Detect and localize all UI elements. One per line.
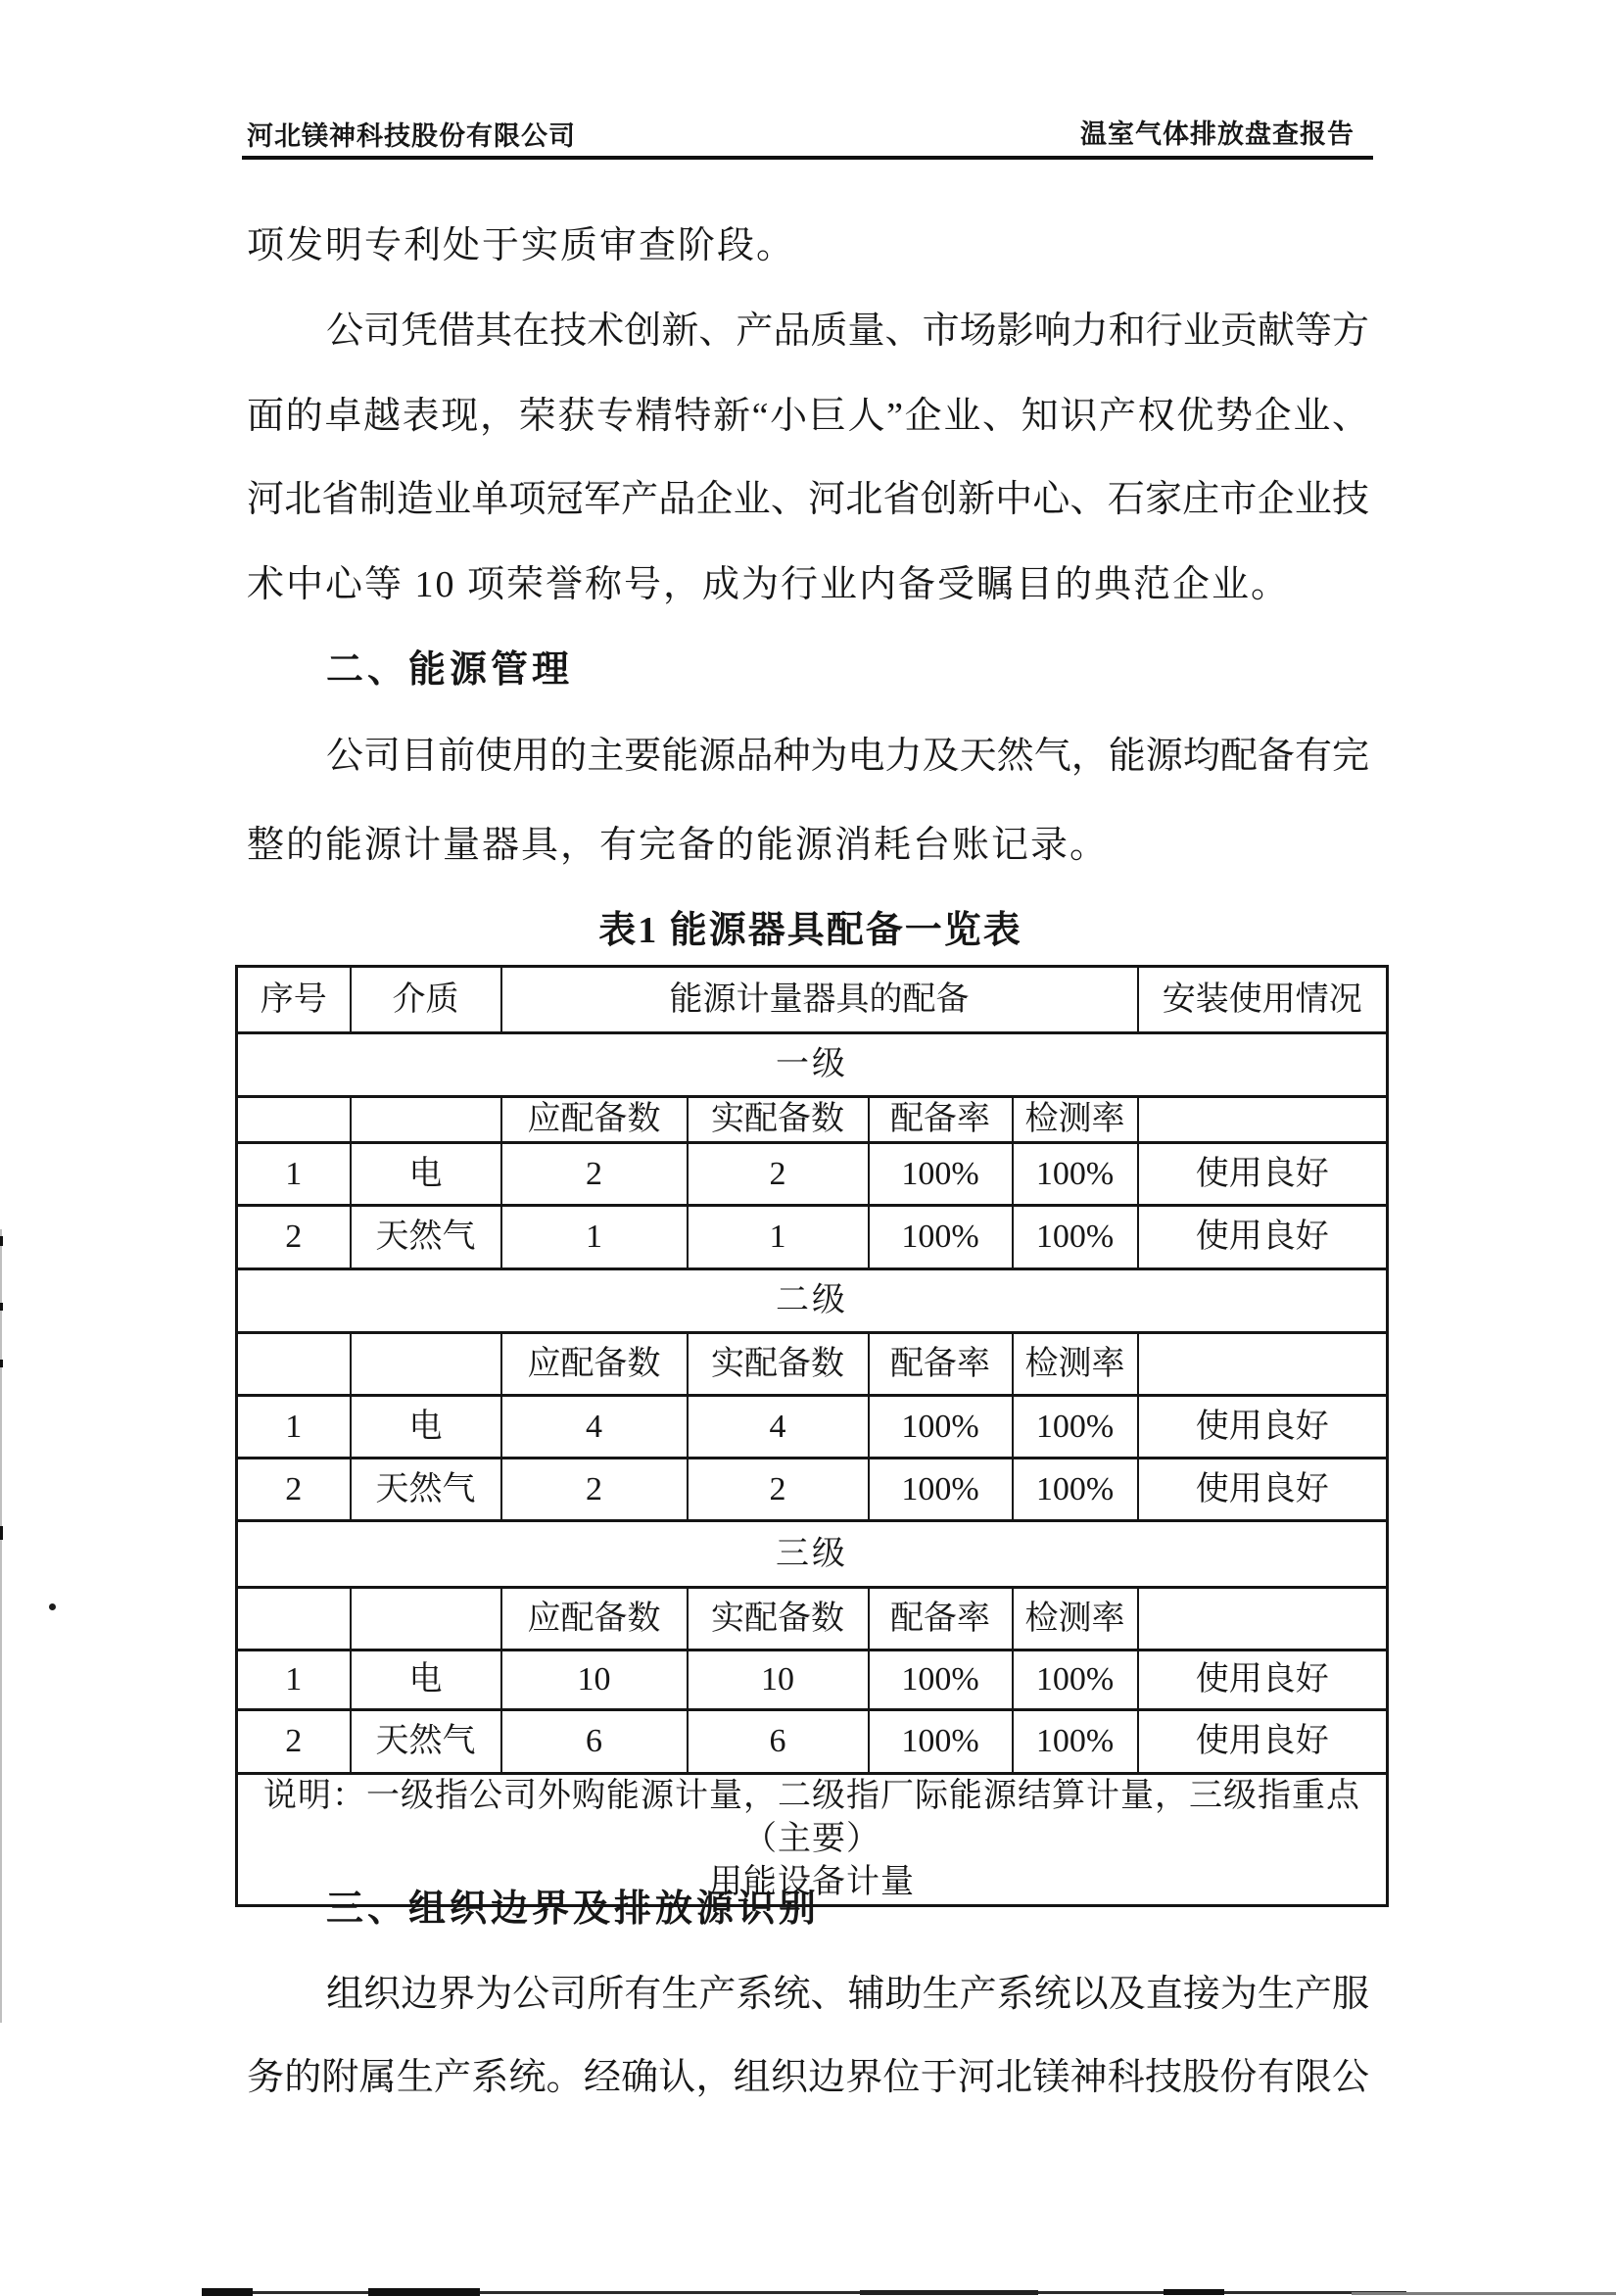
table-row — [237, 1206, 1388, 1269]
cell-rate: 100% — [869, 1206, 1013, 1269]
page-bottom-scan-mark — [1164, 2289, 1224, 2295]
cell-rate: 100% — [869, 1396, 1013, 1459]
cell-detect: 100% — [1013, 1650, 1138, 1710]
body-line: 公司目前使用的主要能源品种为电力及天然气，能源均配备有完 — [326, 736, 1369, 777]
empty-cell — [237, 1097, 351, 1143]
cell-seq: 1 — [237, 1650, 351, 1710]
subcol-detect: 检测率 — [1013, 1588, 1138, 1650]
cell-rate: 100% — [869, 1710, 1013, 1774]
header-rule — [242, 156, 1373, 160]
section-heading-org-boundary: 三、组织边界及排放源识别 — [326, 1889, 821, 1930]
table-row — [237, 1650, 1388, 1710]
scan-artifact-left-edge — [0, 1229, 2, 2023]
table-row — [237, 1333, 1388, 1396]
col-header-medium: 介质 — [351, 967, 501, 1033]
subcol-actual: 实配备数 — [688, 1097, 869, 1143]
header-company-name: 河北镁神科技股份有限公司 — [247, 121, 576, 151]
cell-seq: 2 — [237, 1206, 351, 1269]
subcol-rate: 配备率 — [869, 1097, 1013, 1143]
cell-detect: 100% — [1013, 1459, 1138, 1521]
empty-cell — [1138, 1097, 1388, 1143]
table-row — [237, 1521, 1388, 1588]
cell-rate: 100% — [869, 1143, 1013, 1206]
page-bottom-scan-mark — [1352, 2292, 1616, 2295]
empty-cell — [351, 1588, 501, 1650]
table-row — [237, 1396, 1388, 1459]
cell-medium: 电 — [351, 1650, 501, 1710]
subcol-detect: 检测率 — [1013, 1333, 1138, 1396]
cell-seq: 1 — [237, 1396, 351, 1459]
body-line: 务的附属生产系统。经确认，组织边界位于河北镁神科技股份有限公 — [247, 2057, 1369, 2098]
table-note-line1: 说明：一级指公司外购能源计量，二级指厂际能源结算计量，三级指重点（主要） — [263, 1778, 1360, 1857]
empty-cell — [351, 1097, 501, 1143]
table-row — [237, 1097, 1388, 1143]
page-bottom-scan-mark — [860, 2290, 1038, 2295]
page-bottom-scan-mark — [368, 2288, 480, 2296]
subcol-actual: 实配备数 — [688, 1588, 869, 1650]
empty-cell — [1138, 1333, 1388, 1396]
cell-medium: 电 — [351, 1143, 501, 1206]
cell-status: 使用良好 — [1138, 1396, 1388, 1459]
cell-required: 6 — [501, 1710, 688, 1774]
body-line: 面的卓越表现，荣获专精特新“小巨人”企业、知识产权优势企业、 — [247, 396, 1369, 437]
scan-artifact-left-tick — [0, 1236, 3, 1246]
page-bottom-scan-mark — [202, 2288, 253, 2296]
cell-status: 使用良好 — [1138, 1459, 1388, 1521]
cell-medium: 天然气 — [351, 1459, 501, 1521]
cell-seq: 2 — [237, 1459, 351, 1521]
col-header-metering-group: 能源计量器具的配备 — [501, 967, 1138, 1033]
cell-medium: 天然气 — [351, 1206, 501, 1269]
subcol-required: 应配备数 — [501, 1333, 688, 1396]
cell-required: 1 — [501, 1206, 688, 1269]
cell-required: 2 — [501, 1459, 688, 1521]
table-row — [237, 1588, 1388, 1650]
table-caption: 表1 能源器具配备一览表 — [598, 910, 1022, 951]
section-label-level1: 一级 — [237, 1033, 1388, 1097]
subcol-detect: 检测率 — [1013, 1097, 1138, 1143]
table-row — [237, 1774, 1388, 1906]
cell-medium: 天然气 — [351, 1710, 501, 1774]
col-header-seq: 序号 — [237, 967, 351, 1033]
cell-actual: 10 — [688, 1650, 869, 1710]
cell-detect: 100% — [1013, 1396, 1138, 1459]
subcol-rate: 配备率 — [869, 1588, 1013, 1650]
table-note-cell — [237, 1774, 1388, 1906]
cell-detect: 100% — [1013, 1143, 1138, 1206]
cell-status: 使用良好 — [1138, 1710, 1388, 1774]
table-row — [237, 1033, 1388, 1097]
col-header-install-status: 安装使用情况 — [1138, 967, 1388, 1033]
table-note-line2: 用能设备计量 — [709, 1864, 915, 1900]
cell-detect: 100% — [1013, 1206, 1138, 1269]
scan-artifact-left-tick — [0, 1526, 3, 1540]
empty-cell — [237, 1588, 351, 1650]
table-row — [237, 1710, 1388, 1774]
cell-detect: 100% — [1013, 1710, 1138, 1774]
cell-seq: 1 — [237, 1143, 351, 1206]
section-label-level2: 二级 — [237, 1269, 1388, 1333]
cell-actual: 4 — [688, 1396, 869, 1459]
table-row — [237, 967, 1388, 1033]
energy-equipment-table — [235, 965, 1389, 1907]
scan-artifact-left-tick — [0, 1360, 3, 1367]
body-line: 河北省制造业单项冠军产品企业、河北省创新中心、石家庄市企业技 — [247, 479, 1369, 520]
subcol-rate: 配备率 — [869, 1333, 1013, 1396]
empty-cell — [351, 1333, 501, 1396]
section-heading-energy-management: 二、能源管理 — [326, 649, 574, 691]
cell-required: 2 — [501, 1143, 688, 1206]
cell-medium: 电 — [351, 1396, 501, 1459]
cell-seq: 2 — [237, 1710, 351, 1774]
cell-rate: 100% — [869, 1459, 1013, 1521]
table-row — [237, 1143, 1388, 1206]
empty-cell — [237, 1333, 351, 1396]
cell-actual: 2 — [688, 1143, 869, 1206]
header-report-title: 温室气体排放盘查报告 — [1080, 120, 1355, 149]
subcol-actual: 实配备数 — [688, 1333, 869, 1396]
scan-artifact-left-tick — [0, 1303, 3, 1311]
body-line: 项发明专利处于实质审查阶段。 — [247, 225, 796, 266]
cell-rate: 100% — [869, 1650, 1013, 1710]
cell-required: 10 — [501, 1650, 688, 1710]
body-line: 组织边界为公司所有生产系统、辅助生产系统以及直接为生产服 — [326, 1974, 1369, 2015]
subcol-required: 应配备数 — [501, 1588, 688, 1650]
body-line: 术中心等 10 项荣誉称号，成为行业内备受瞩目的典范企业。 — [247, 564, 1291, 605]
cell-required: 4 — [501, 1396, 688, 1459]
cell-status: 使用良好 — [1138, 1206, 1388, 1269]
scan-artifact-dot — [49, 1603, 56, 1610]
cell-actual: 6 — [688, 1710, 869, 1774]
empty-cell — [1138, 1588, 1388, 1650]
table-row — [237, 1269, 1388, 1333]
table-row — [237, 1459, 1388, 1521]
cell-actual: 1 — [688, 1206, 869, 1269]
cell-status: 使用良好 — [1138, 1650, 1388, 1710]
subcol-required: 应配备数 — [501, 1097, 688, 1143]
body-line: 公司凭借其在技术创新、产品质量、市场影响力和行业贡献等方 — [326, 311, 1369, 352]
body-line: 整的能源计量器具，有完备的能源消耗台账记录。 — [247, 825, 1110, 866]
cell-actual: 2 — [688, 1459, 869, 1521]
cell-status: 使用良好 — [1138, 1143, 1388, 1206]
section-label-level3: 三级 — [237, 1521, 1388, 1588]
